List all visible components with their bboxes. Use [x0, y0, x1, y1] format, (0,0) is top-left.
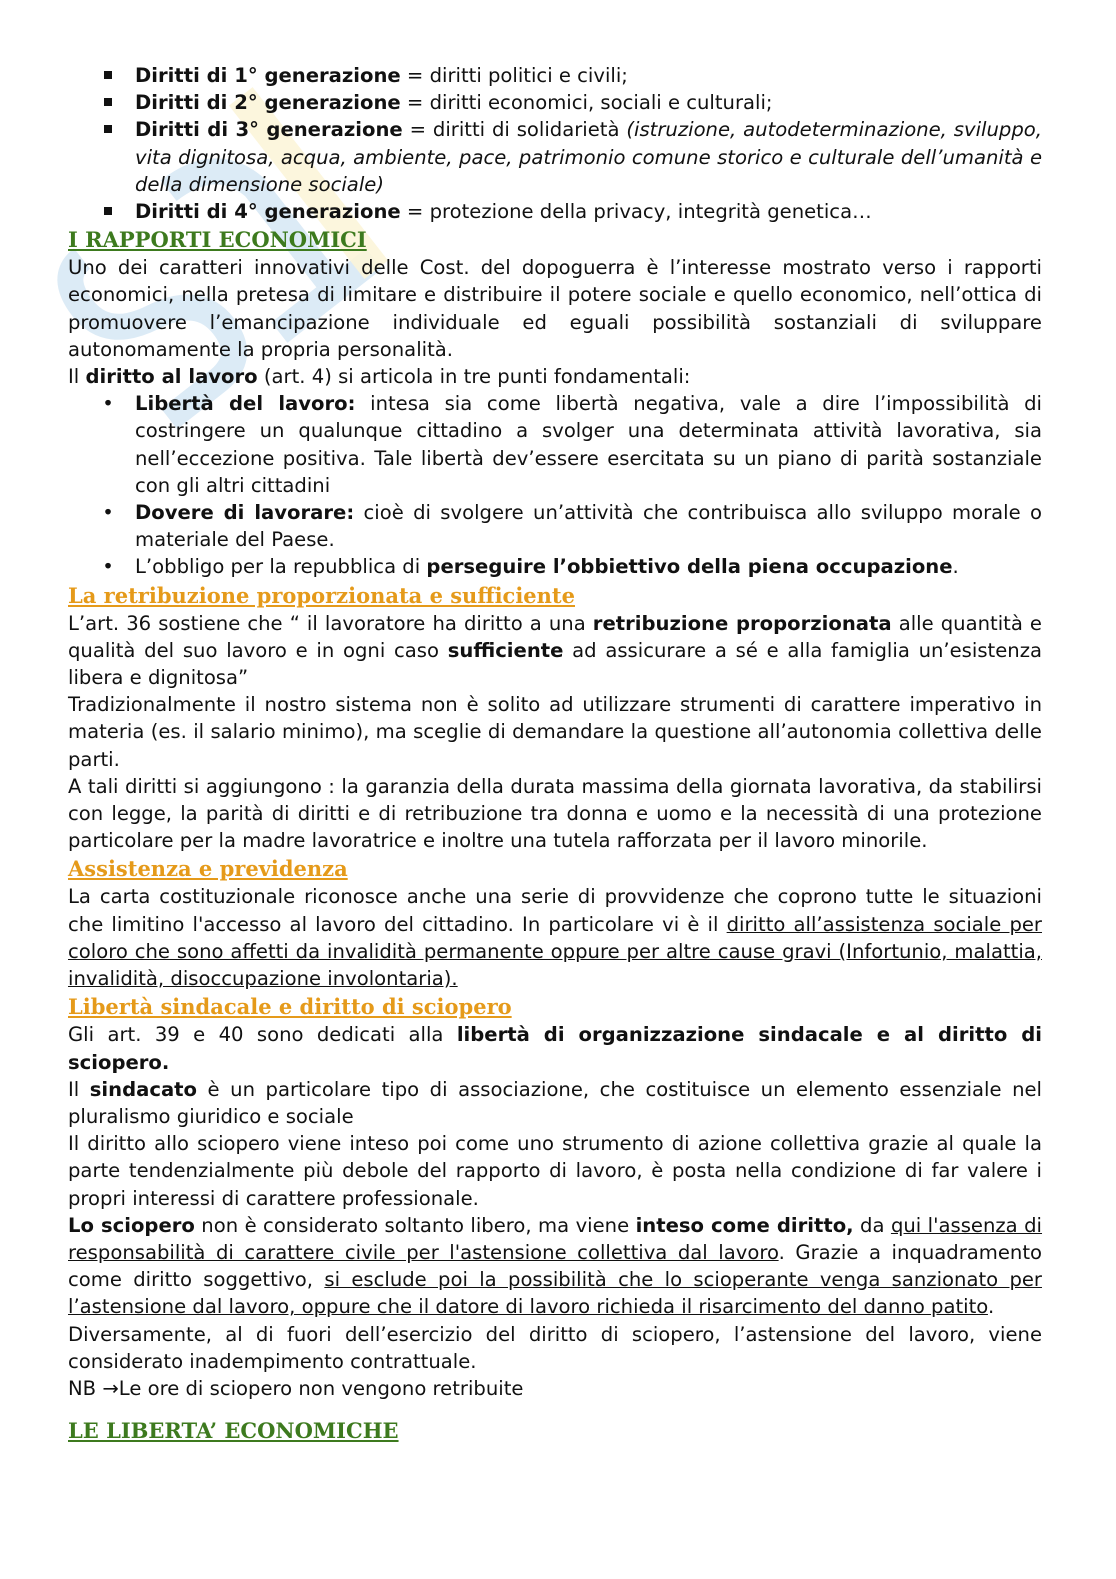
paragraph: Il diritto al lavoro (art. 4) si articola in tre punti fondamentali:: [68, 365, 691, 389]
paragraph: Lo sciopero non è considerato soltanto libero, ma viene inteso come diritto, da qui l'assenza di responsabilità di carattere civile per l'astensione collettiva dal lavoro. Grazie a inquadramento come diritto soggettivo, si esclude poi la possibilità che lo scioperante venga sanzionato per l’astensione dal lavoro, oppure che il datore di lavoro richieda il risarcimento del danno patito.: [68, 1213, 1043, 1319]
list-item: • Dovere di lavorare: cioè di svolgere un’attività che contribuisca allo sviluppo morale o materiale del Paese.: [68, 499, 1042, 553]
square-bullet-icon: [104, 125, 112, 133]
section-heading-sindacale: Libertà sindacale e diritto di sciopero: [68, 994, 512, 1020]
dot-bullet-icon: •: [102, 501, 114, 525]
list-item: • Libertà del lavoro: intesa sia come libertà negativa, vale a dire l’impossibilità di costringere un qualunque cittadino a svolger una determinata attività lavorativa, sia nell’eccezione positiva. Tale libertà dev’essere esercitata su un piano di parità sostanziale con gli altri cittadini: [68, 390, 1042, 499]
note: NB →Le ore di sciopero non vengono retribuite: [68, 1376, 524, 1400]
dot-bullet-icon: •: [102, 392, 114, 416]
paragraph: La carta costituzionale riconosce anche una serie di provvidenze che coprono tutte le situazioni che limitino l'accesso al lavoro del cittadino. In particolare vi è il diritto all’assistenza sociale per coloro che sono affetti da invalidità permanente oppure per altre cause gravi (Infortunio, malattia, invalidità, disoccupazione involontaria).: [68, 885, 1042, 991]
lavoro-points-list: [68, 390, 1042, 580]
section-heading-assistenza: Assistenza e previdenza: [68, 856, 348, 882]
generations-list: [68, 62, 1042, 225]
paragraph: Il diritto allo sciopero viene inteso poi come uno strumento di azione collettiva grazie al quale la parte tendenzialmente più debole del rapporto di lavoro, è posta nella condizione di far valere i propri interessi di carattere professionale.: [68, 1132, 1042, 1210]
square-bullet-icon: [104, 71, 112, 79]
list-item: • L’obbligo per la repubblica di perseguire l’obbiettivo della piena occupazione.: [68, 553, 1042, 580]
square-bullet-icon: [104, 207, 112, 215]
paragraph: Il sindacato è un particolare tipo di associazione, che costituisce un elemento essenziale nel pluralismo giuridico e sociale: [68, 1077, 1042, 1128]
square-bullet-icon: [104, 98, 112, 106]
paragraph: L’art. 36 sostiene che “ il lavoratore ha diritto a una retribuzione proporzionata alle quantità e qualità del suo lavoro e in ogni caso sufficiente ad assicurare a sé e alla famiglia un’esistenza libera e dignitosa”: [68, 611, 1042, 690]
list-item: Diritti di 2° generazione = diritti economici, sociali e culturali;: [68, 89, 1042, 116]
list-item: Diritti di 3° generazione = diritti di solidarietà (istruzione, autodeterminazione, sviluppo, vita dignitosa, acqua, ambiente, pace, patrimonio comune storico e culturale dell’umanità e della dimensione sociale): [68, 116, 1042, 198]
paragraph: Diversamente, al di fuori dell’esercizio del diritto di sciopero, l’astensione del lavoro, viene considerato inadempimento contrattuale.: [68, 1322, 1042, 1373]
section-heading-rapporti: I RAPPORTI ECONOMICI: [68, 227, 367, 253]
list-item: Diritti di 1° generazione = diritti politici e civili;: [68, 62, 1042, 89]
list-item: Diritti di 4° generazione = protezione della privacy, integrità genetica…: [68, 198, 1042, 225]
paragraph: Gli art. 39 e 40 sono dedicati alla libertà di organizzazione sindacale e al diritto di sciopero.: [68, 1023, 1042, 1074]
paragraph: Tradizionalmente il nostro sistema non è solito ad utilizzare strumenti di carattere imperativo in materia (es. il salario minimo), ma sceglie di demandare la questione all’autonomia collettiva delle parti.: [68, 693, 1042, 771]
dot-bullet-icon: •: [102, 555, 114, 579]
paragraph: Uno dei caratteri innovativi delle Cost. del dopoguerra è l’interesse mostrato verso i rapporti economici, nella pretesa di limitare e distribuire il potere sociale e quello economico, nell’ottica di promuovere l’emancipazione individuale ed eguali possibilità sostanziali di sviluppare autonomamente la propria personalità.: [68, 256, 1042, 361]
section-heading-retribuzione: La retribuzione proporzionata e sufficiente: [68, 582, 575, 608]
section-heading-liberta: LE LIBERTA’ ECONOMICHE: [68, 1418, 399, 1444]
paragraph: A tali diritti si aggiungono : la garanzia della durata massima della giornata lavorativa, da stabilirsi con legge, la parità di diritti e di retribuzione tra donna e uomo e la necessità di una protezione particolare per la madre lavoratrice e inoltre una tutela rafforzata per il lavoro minorile.: [68, 774, 1042, 853]
